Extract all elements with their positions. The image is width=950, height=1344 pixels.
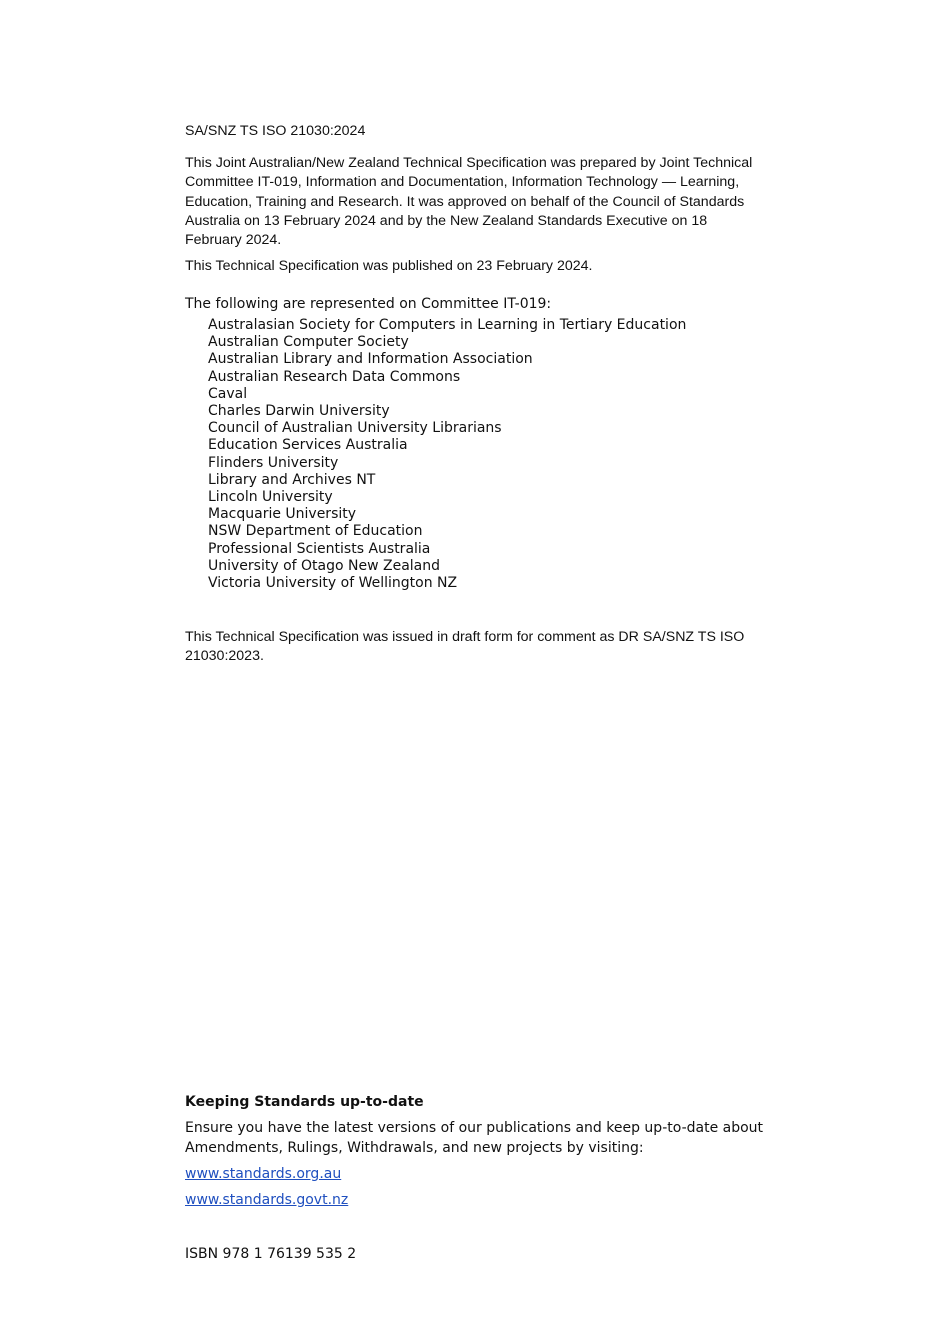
- committee-member: Australian Computer Society: [208, 334, 409, 351]
- publication-date-paragraph: This Technical Specification was published on 23 February 2024.: [185, 258, 593, 274]
- committee-member: Victoria University of Wellington NZ: [208, 575, 458, 592]
- committee-member-list: [208, 317, 788, 592]
- isbn: ISBN 978 1 76139 535 2: [185, 1246, 357, 1262]
- standards-nz-link[interactable]: www.standards.govt.nz: [185, 1192, 349, 1208]
- committee-member: Council of Australian University Librarians: [208, 420, 502, 437]
- draft-note-paragraph: This Technical Specification was issued in draft form for comment as DR SA/SNZ TS ISO 21030:2023.: [185, 629, 745, 665]
- committee-member: Lincoln University: [208, 489, 333, 506]
- keeping-standards-body: Ensure you have the latest versions of our publications and keep up-to-date about Amendments, Rulings, Withdrawals, and new projects by visiting:: [185, 1120, 764, 1156]
- committee-member: Charles Darwin University: [208, 403, 390, 420]
- document-id: SA/SNZ TS ISO 21030:2024: [185, 123, 366, 139]
- committee-member: Australian Library and Information Association: [208, 351, 533, 368]
- standards-australia-link[interactable]: www.standards.org.au: [185, 1166, 342, 1182]
- committee-member: Flinders University: [208, 454, 339, 471]
- committee-member: Caval: [208, 385, 248, 402]
- committee-member: Macquarie University: [208, 506, 357, 523]
- preparation-paragraph: This Joint Australian/New Zealand Technical Specification was prepared by Joint Technical Committee IT-019, Information and Documentation, Information Technology — Learning, Education, Training and Research. It was approved on behalf of the Council of Standards Australia on 13 February 2024 and by the New Zealand Standards Executive on 18 February 2024.: [185, 155, 753, 249]
- committee-member: Professional Scientists Australia: [208, 540, 431, 557]
- committee-member: Australian Research Data Commons: [208, 368, 461, 385]
- committee-member: Education Services Australia: [208, 437, 408, 454]
- committee-heading: The following are represented on Committee IT-019:: [185, 296, 552, 312]
- committee-member: Australasian Society for Computers in Learning in Tertiary Education: [208, 317, 687, 333]
- keeping-standards-heading: Keeping Standards up-to-date: [185, 1094, 424, 1110]
- committee-member: Library and Archives NT: [208, 471, 376, 488]
- committee-member: University of Otago New Zealand: [208, 557, 441, 574]
- committee-member: NSW Department of Education: [208, 523, 423, 540]
